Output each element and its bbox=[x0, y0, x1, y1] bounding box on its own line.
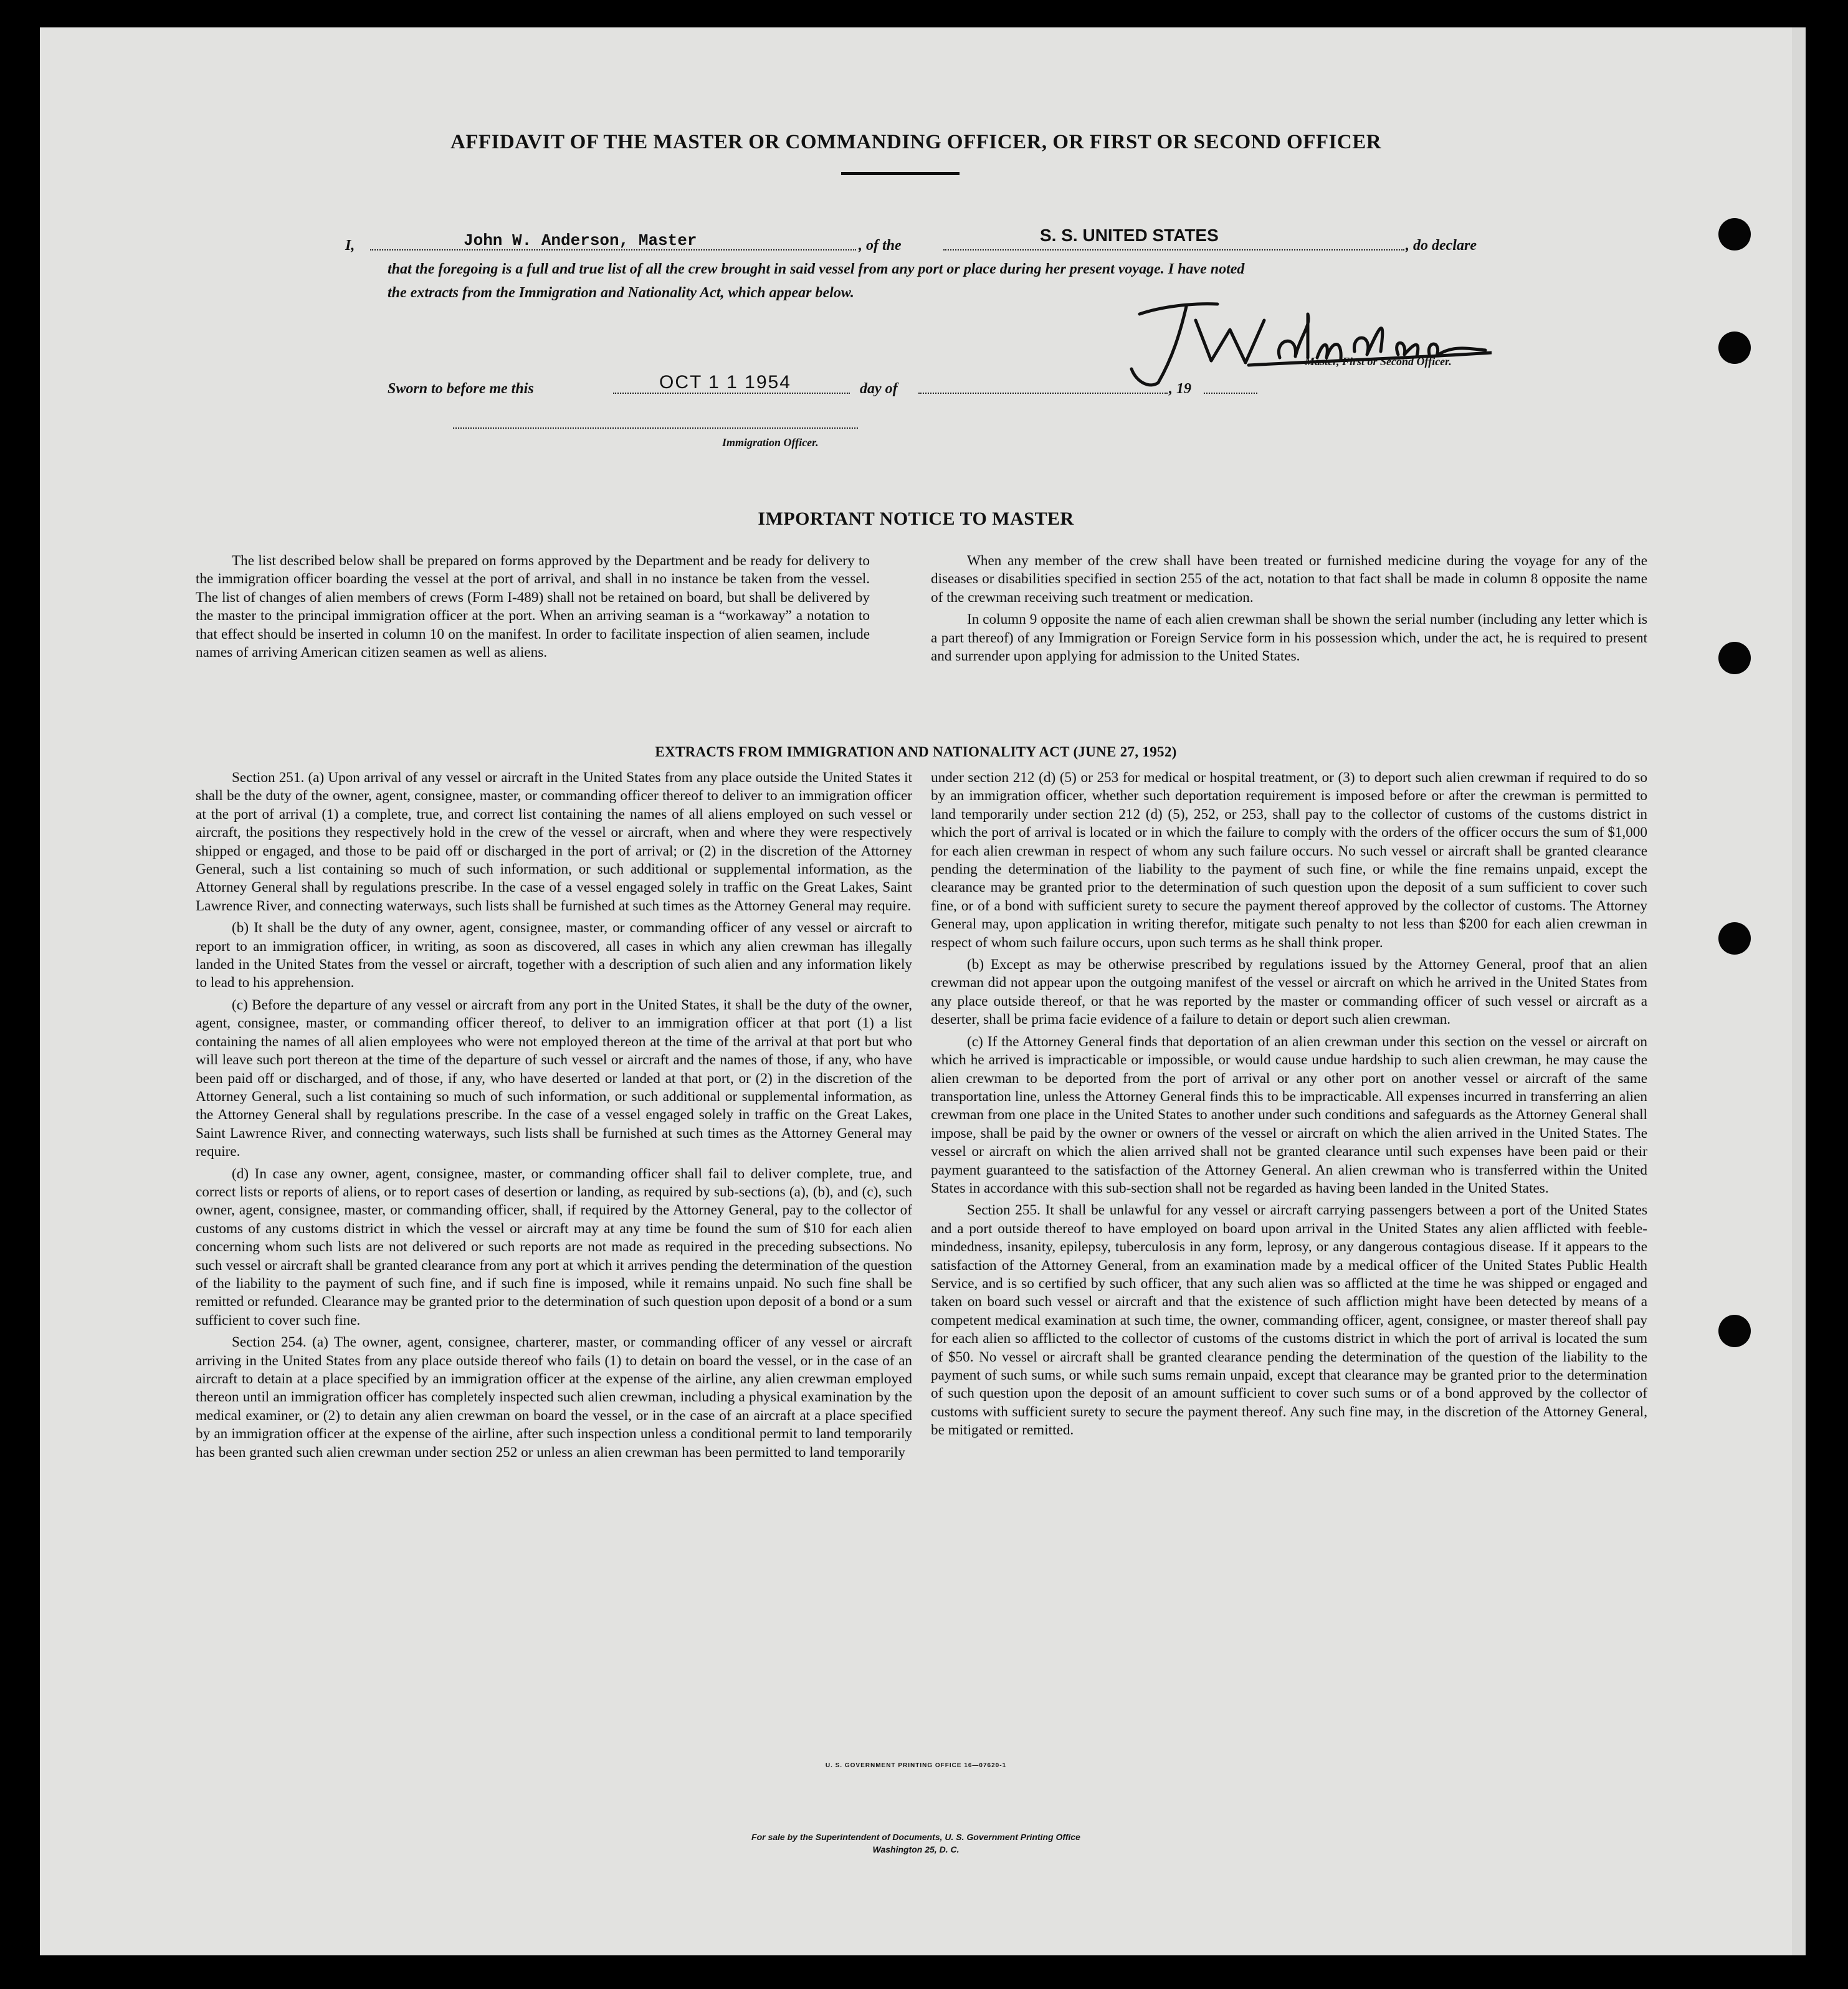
declaration-line-1: that the foregoing is a full and true list of all the crew brought in said vessel from any port or place during her present voyage. I have noted bbox=[388, 261, 1245, 277]
notice-left-paragraph: The list described below shall be prepared on forms approved by the Department and be ready for delivery to the immigration officer boarding the vessel at the port of arrival, and shall in no instance be taken from the vessel. The list of changes of alien members of crews (Form I-489) shall not be retained on board, but shall be delivered by the master to the principal immigration officer at the port. When an arriving seaman is a “workaway” a notation to that effect should be inserted in column 10 on the manifest. In order to facilitate inspection of alien seamen, include names of arriving American citizen seamen as well as aliens. bbox=[196, 553, 870, 661]
section-255: Section 255. It shall be unlawful for any vessel or aircraft carrying passengers between a port of the United States and a port outside thereof to have employed on board upon arrival in the United States any alien afflicted with feeble-mindedness, insanity, epilepsy, tuberculosis in any form, leprosy, or any dangerous contagious disease. If it appears to the satisfaction of the Attorney General, from an examination made by a medical officer of the United States Public Health Service, and is so certified by such officer, that any such alien was so afflicted at the time he was shipped or engaged and taken on board such vessel or aircraft and that the existence of such affliction might have been detected by means of a competent medical examination at such time, the owner, commanding officer, agent, consignee, or master thereof shall pay for each alien so afflicted to the collector of customs of the customs district in which the port of arrival is located the sum of $50. No vessel or aircraft shall be granted clearance pending the determination of the question of the liability to the payment of such sums, or while such sums remain unpaid, except that clearance may be granted prior to the determination of such question upon the deposit of an amount sufficient to cover such sums or of a bond approved by the collector of customs with sufficient surety to secure the payment thereof. Any such fine may, in the discretion of the Attorney General, be mitigated or remitted. bbox=[931, 1202, 1647, 1439]
name-value: John W. Anderson, Master bbox=[464, 231, 697, 250]
immigration-officer-signature-field[interactable] bbox=[453, 409, 858, 429]
punch-hole bbox=[1718, 642, 1751, 674]
i-label: I, bbox=[345, 237, 355, 254]
punch-hole bbox=[1718, 922, 1751, 955]
sworn-line bbox=[345, 369, 1517, 396]
section-254-a: Section 254. (a) The owner, agent, consignee, charterer, master, or commanding officer of any vessel or aircraft arriving in the United States from any place outside thereof who fails (1) to detain on board the vessel, or in the case of an aircraft to detain at a place specified by an immigration officer at the expense of the airline, any alien crewman employed thereon until an immigration officer has completely inspected such alien crewman, including a physical examination by the medical examiner, or (2) to detain any alien crewman on board the vessel, or in the case of an aircraft at a place specified by an immigration officer at the expense of the airline, after such inspection unless a conditional permit to land temporarily has been granted such alien crewman under section 252 or unless an alien crewman has been permitted to land temporarily bbox=[196, 1334, 912, 1461]
printing-office-line: U. S. GOVERNMENT PRINTING OFFICE 16—07620-1 bbox=[825, 1762, 1007, 1769]
immigration-officer-caption: Immigration Officer. bbox=[722, 436, 819, 449]
punch-hole bbox=[1718, 1315, 1751, 1347]
sale-line-1: For sale by the Superintendent of Documents, U. S. Government Printing Office bbox=[751, 1832, 1080, 1842]
affidavit-title: AFFIDAVIT OF THE MASTER OR COMMANDING OFFICER, OR FIRST OR SECOND OFFICER bbox=[450, 131, 1382, 153]
year-label: , 19 bbox=[1169, 381, 1191, 397]
vessel-value: S. S. UNITED STATES bbox=[1040, 226, 1219, 245]
notice-right-paragraph-1: When any member of the crew shall have been treated or furnished medicine during the voyage for any of the diseases or disabilities specified in section 255 of the act, notation to that fact shall be made in column 8 opposite the name of the crewman receiving such treatment or medication. bbox=[931, 553, 1647, 606]
section-251-a: Section 251. (a) Upon arrival of any vessel or aircraft in the United States from any place outside the United States it shall be the duty of the owner, agent, consignee, master, or commanding officer thereof to deliver to an immigration officer at the port of arrival (1) a complete, true, and correct list containing the names of all aliens employed on such vessel or aircraft, the positions they respectively hold in the crew of the vessel or aircraft, when and where they were respectively shipped or engaged, and those to be paid off or discharged in the port of arrival; or (2) in the discretion of the Attorney General, such a list containing so much of such information, or such additional or supplemental information, as the Attorney General shall by regulations prescribe. In the case of a vessel engaged solely in traffic on the Great Lakes, Saint Lawrence River, and connecting waterways, such lists shall be furnished at such times as the Attorney General may require. bbox=[196, 770, 912, 914]
section-251-b: (b) It shall be the duty of any owner, agent, consignee, master, or commanding officer of any vessel or aircraft to report to an immigration officer, in writing, as soon as discovered, all cases in which any alien crewman has illegally landed in the United States from the vessel or aircraft, together with a description of such alien and any information likely to lead to his apprehension. bbox=[196, 920, 912, 991]
day-of-label: day of bbox=[860, 381, 898, 397]
year-field[interactable] bbox=[1204, 374, 1257, 394]
section-254-b: (b) Except as may be otherwise prescribed by regulations issued by the Attorney General, proof that an alien crewman did not appear upon the outgoing manifest of the vessel or aircraft on which he arrived in the United States from any place outside thereof, or that he was reported by the master or commanding officer of such vessel or aircraft as a deserter, shall be prima facie evidence of a failure to detain or deport such alien crewman. bbox=[931, 956, 1647, 1028]
sworn-date-field[interactable] bbox=[613, 374, 850, 394]
do-declare-label: , do declare bbox=[1406, 237, 1477, 254]
name-field[interactable] bbox=[370, 231, 856, 250]
notice-left-column bbox=[196, 552, 870, 665]
punch-hole bbox=[1718, 332, 1751, 364]
sworn-label: Sworn to before me this bbox=[388, 381, 534, 397]
notice-right-paragraph-2: In column 9 opposite the name of each alien crewman shall be shown the serial number (including any letter which is a part thereof) of any Immigration or Foreign Service form in his possession which, under the act, he is required to present and surrender upon applying for admission to the United States. bbox=[931, 611, 1647, 665]
extracts-left-column bbox=[196, 769, 912, 1466]
of-the-label: , of the bbox=[859, 237, 902, 254]
month-field[interactable] bbox=[918, 374, 1168, 394]
section-254-c: (c) If the Attorney General finds that deportation of an alien crewman under this section on the vessel or aircraft on which he arrived is impracticable or impossible, or would cause undue hardship to such alien crewman, he may cause the alien crewman to be deported from the port of arrival or any other port on another vessel or aircraft of the same transportation line, unless the Attorney General finds this to be impracticable. All expenses incurred in transferring an alien crewman from one place in the United States to another under such conditions and safeguards as the Attorney General shall impose, shall be paid by the owner or owners of the vessel or aircraft on which the alien arrived in the United States. The vessel or aircraft on which the alien arrived shall not be granted clearance until such expenses have been paid or their payment guaranteed to the satisfaction of the Attorney General. An alien crewman who is transferred within the United States in accordance with this sub-section shall not be regarded as having been landed in the United States. bbox=[931, 1033, 1647, 1196]
extracts-right-column bbox=[931, 769, 1647, 1444]
sale-line-2: Washington 25, D. C. bbox=[872, 1844, 960, 1854]
declaration-line-2: the extracts from the Immigration and Nationality Act, which appear below. bbox=[388, 285, 854, 301]
document-page bbox=[40, 27, 1806, 1955]
sworn-date-value: OCT 1 1 1954 bbox=[659, 372, 791, 393]
section-251-c: (c) Before the departure of any vessel or aircraft from any port in the United States, it shall be the duty of the owner, agent, consignee, master, or commanding officer thereof, to deliver to an immigration officer at that port (1) a list containing the names of all alien employees who were not employed thereon at the time of the arrival at that port but who will leave such port thereon at the time of the departure of such vessel or aircraft and the names of those, if any, who have been paid off or discharged, and of those, if any, who have deserted or landed at that port, or (2) in the discretion of the Attorney General, such a list containing so much of such information, or such additional or supplemental information, as the Attorney General shall by regulations prescribe. In the case of a vessel engaged solely in traffic on the Great Lakes, Saint Lawrence River, and connecting waterways, such lists shall be furnished at such times as the Attorney General may require. bbox=[196, 996, 912, 1160]
extracts-title: EXTRACTS FROM IMMIGRATION AND NATIONALITY ACT (JUNE 27, 1952) bbox=[655, 744, 1177, 760]
punch-hole bbox=[1718, 218, 1751, 250]
section-251-d: (d) In case any owner, agent, consignee, master, or commanding officer shall fail to deliver complete, true, and correct lists or reports of aliens, or to report cases of desertion or landing, as required by sub-sections (a), (b), and (c), such owner, agent, consignee, master, or commanding officer, shall, if required by the Attorney General, pay to the collector of customs of any customs district in which the vessel or aircraft may at any time be found the sum of $10 for each alien concerning whom such lists are not delivered or such reports are not made as required in the preceding subsections. No such vessel or aircraft shall be granted clearance from any port at which it arrives pending the determination of the question of the liability to the payment of such fine, and if such fine is imposed, while it remains unpaid. No such fine shall be remitted or refunded. Clearance may be granted prior to the determination of such question upon deposit of a bond or a sum sufficient to cover such fine. bbox=[196, 1165, 912, 1328]
notice-right-column bbox=[931, 552, 1647, 669]
title-rule bbox=[841, 172, 960, 175]
vessel-field[interactable] bbox=[943, 226, 1404, 250]
section-254-a-continued: under section 212 (d) (5) or 253 for medical or hospital treatment, or (3) to deport such alien crewman if required to do so by an immigration officer, whether such deportation requirement is imposed before or after the crewman is permitted to land temporarily under section 212 (d) (5), 252, or 253, shall pay to the collector of customs of the customs district in which the port of arrival is located or in which the failure to comply with the orders of the officer occurs the sum of $1,000 for each alien crewman in respect of whom any such failure occurs. No such vessel or aircraft shall be granted clearance pending the determination of the liability to the payment of such fine, or while the fine remains unpaid, except the clearance may be granted prior to the determination of such question upon the deposit of a sum sufficient to cover such fine, or of a bond with sufficient surety to secure the payment thereof approved by the collector of customs. The Attorney General may, upon application in writing therefor, mitigate such penalty to not less than $200 for each alien crewman in respect of whom such failure occurs, upon such terms as he shall think proper. bbox=[931, 770, 1647, 951]
signature-caption: Master, First or Second Officer. bbox=[1305, 355, 1452, 368]
notice-title: IMPORTANT NOTICE TO MASTER bbox=[758, 508, 1074, 529]
